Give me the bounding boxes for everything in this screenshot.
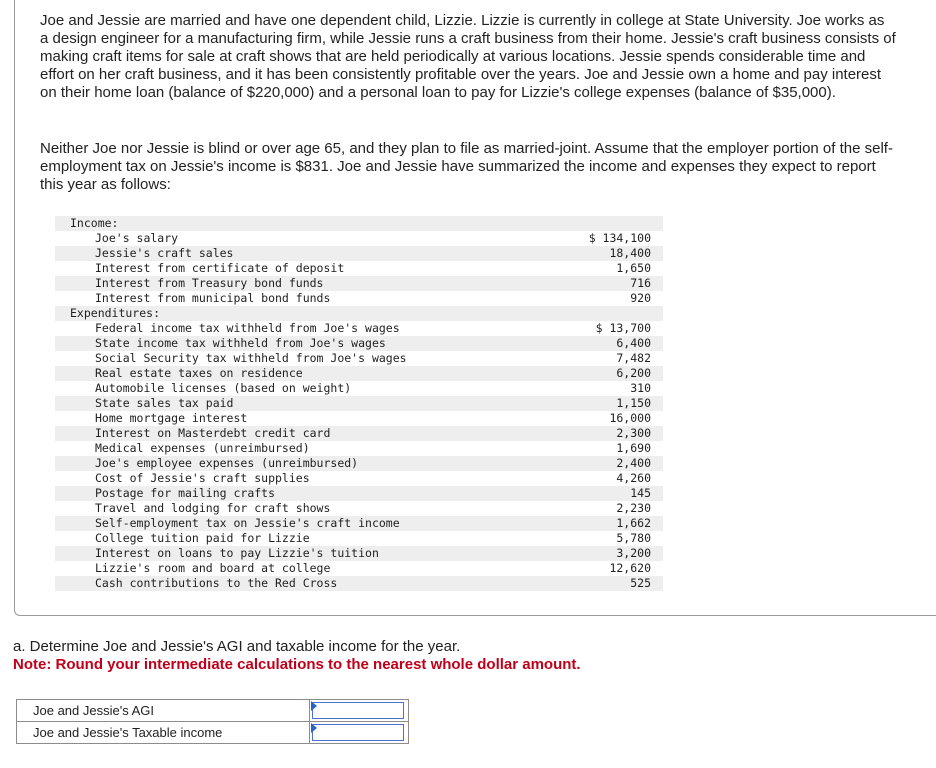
row-amount: $ 13,700: [595, 321, 651, 335]
table-row: [55, 261, 663, 276]
table-row: [55, 561, 663, 576]
table-row: [55, 546, 663, 561]
row-label: Automobile licenses (based on weight): [95, 381, 352, 395]
row-label: State income tax withheld from Joe's wages: [95, 336, 386, 350]
row-amount: 1,650: [616, 261, 651, 275]
answer-label: Joe and Jessie's Taxable income: [17, 722, 310, 744]
row-amount: 1,690: [616, 441, 651, 455]
row-amount: 6,400: [616, 336, 651, 350]
answer-cell: [310, 722, 409, 744]
row-label: Cash contributions to the Red Cross: [95, 576, 338, 590]
row-label: Home mortgage interest: [95, 411, 248, 425]
input-marker-icon: [311, 701, 317, 711]
problem-paragraph-2: Neither Joe nor Jessie is blind or over age 65, and they plan to file as married-joint. Assume that the employer portion of the self-employment tax on Jessie's income is $831. Joe and Jessie have summarized the income and expenses they expect to report this year as follows:: [40, 140, 893, 193]
table-row: [55, 291, 663, 306]
table-row: [55, 351, 663, 366]
question-prompt: a. Determine Joe and Jessie's AGI and taxable income for the year.: [13, 638, 461, 655]
table-row: [55, 426, 663, 441]
row-label: Interest from Treasury bond funds: [95, 276, 324, 290]
row-amount: 16,000: [609, 411, 651, 425]
row-amount: 1,150: [616, 396, 651, 410]
table-row: [55, 516, 663, 531]
row-amount: 310: [630, 381, 651, 395]
row-label: Travel and lodging for craft shows: [95, 501, 331, 515]
row-amount: 2,300: [616, 426, 651, 440]
table-row: [55, 396, 663, 411]
table-row: [55, 321, 663, 336]
table-row: [55, 456, 663, 471]
table-row: [55, 336, 663, 351]
row-label: Cost of Jessie's craft supplies: [95, 471, 310, 485]
row-amount: 5,780: [616, 531, 651, 545]
row-amount: 920: [630, 291, 651, 305]
table-row: [55, 246, 663, 261]
row-label: Postage for mailing crafts: [95, 486, 276, 500]
row-label: Real estate taxes on residence: [95, 366, 303, 380]
answer-row-agi: [17, 700, 409, 722]
row-label: Lizzie's room and board at college: [95, 561, 331, 575]
table-row: [55, 366, 663, 381]
row-label: Interest from municipal bond funds: [95, 291, 331, 305]
income-heading: Income:: [70, 216, 119, 230]
row-amount: 18,400: [609, 246, 651, 260]
row-amount: 1,662: [616, 516, 651, 530]
answer-cell: [310, 700, 409, 722]
table-row: [55, 471, 663, 486]
expenditures-heading: Expenditures:: [70, 306, 161, 320]
answer-table: [16, 699, 409, 744]
row-amount: 12,620: [609, 561, 651, 575]
row-amount: 6,200: [616, 366, 651, 380]
answer-label: Joe and Jessie's AGI: [17, 700, 310, 722]
row-label: Interest on Masterdebt credit card: [95, 426, 331, 440]
row-amount: 4,260: [616, 471, 651, 485]
input-marker-icon: [311, 723, 317, 733]
income-expense-table: [55, 216, 663, 591]
table-row: [55, 231, 663, 246]
row-label: Social Security tax withheld from Joe's wages: [95, 351, 407, 365]
row-amount: 716: [630, 276, 651, 290]
table-section-heading: [55, 216, 663, 231]
row-amount: 525: [630, 576, 651, 590]
agi-input[interactable]: [312, 702, 404, 719]
table-row: [55, 501, 663, 516]
table-row: [55, 486, 663, 501]
row-label: Interest from certificate of deposit: [95, 261, 345, 275]
row-amount: 3,200: [616, 546, 651, 560]
answer-row-taxable-income: [17, 722, 409, 744]
table-row: [55, 411, 663, 426]
taxable-income-input[interactable]: [312, 724, 404, 741]
table-row: [55, 276, 663, 291]
table-row: [55, 441, 663, 456]
row-label: Medical expenses (unreimbursed): [95, 441, 310, 455]
problem-paragraph-1: Joe and Jessie are married and have one dependent child, Lizzie. Lizzie is currently in college at State University. Joe works as a design engineer for a manufacturing firm, while Jessie runs a craft business from their home. Jessie's craft business consists of making craft items for sale at craft shows that are held periodically at various locations. Jessie spends considerable time and effort on her craft business, and it has been consistently profitable over the years. Joe and Jessie own a home and pay interest on their home loan (balance of $220,000) and a personal loan to pay for Lizzie's college expenses (balance of $35,000).: [40, 12, 896, 101]
row-label: Joe's salary: [95, 231, 179, 245]
row-label: College tuition paid for Lizzie: [95, 531, 310, 545]
row-label: Jessie's craft sales: [95, 246, 234, 260]
row-amount: 2,230: [616, 501, 651, 515]
row-label: Self-employment tax on Jessie's craft income: [95, 516, 400, 530]
table-row: [55, 381, 663, 396]
row-label: State sales tax paid: [95, 396, 234, 410]
row-label: Joe's employee expenses (unreimbursed): [95, 456, 359, 470]
row-amount: 2,400: [616, 456, 651, 470]
row-label: Federal income tax withheld from Joe's wages: [95, 321, 400, 335]
row-label: Interest on loans to pay Lizzie's tuition: [95, 546, 379, 560]
table-row: [55, 576, 663, 591]
table-row: [55, 531, 663, 546]
row-amount: $ 134,100: [588, 231, 651, 245]
table-section-heading: [55, 306, 663, 321]
row-amount: 145: [630, 486, 651, 500]
row-amount: 7,482: [616, 351, 651, 365]
rounding-note: Note: Round your intermediate calculations to the nearest whole dollar amount.: [13, 656, 581, 673]
